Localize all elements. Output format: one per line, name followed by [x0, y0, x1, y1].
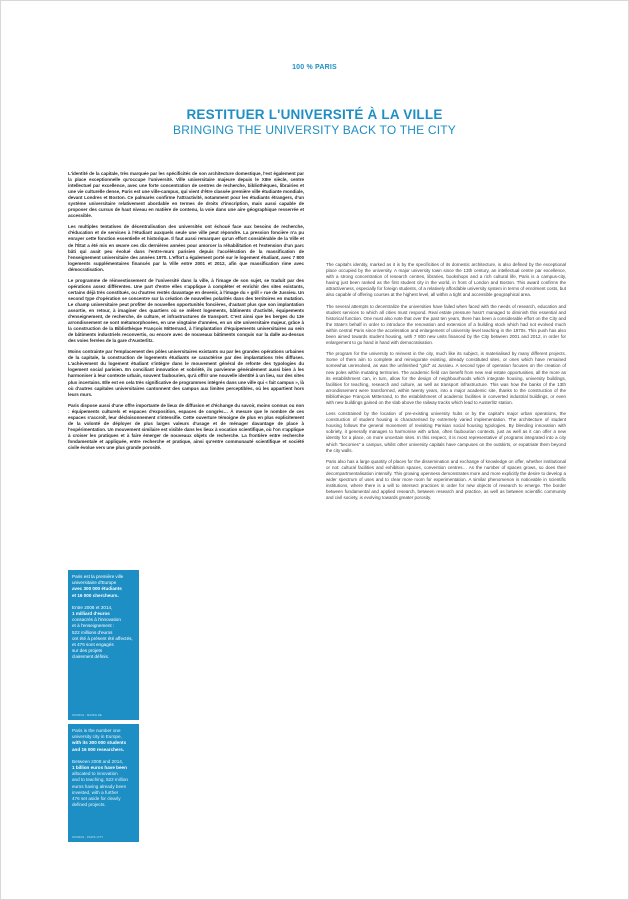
fact-line: et à l'enseignement : — [72, 623, 115, 629]
section-kicker: 100 % PARIS — [292, 64, 337, 71]
fact-highlight: and 16 000 researchers. — [72, 746, 125, 752]
fact-line: and to teaching, 522 million — [72, 777, 128, 783]
fact-line: et 476 sont engagés — [72, 642, 114, 648]
facts-box-french — [68, 570, 139, 720]
fact-line: 476 set aside for clearly — [72, 796, 121, 802]
fact-highlight: et 16 000 chercheurs. — [72, 592, 119, 598]
title-french: RESTITUER L'UNIVERSITÉ À LA VILLE — [186, 107, 443, 122]
french-paragraph: Le programme de réinvestissement de l'université dans la ville, à l'image de son sujet, se traduit par des opérations assez différentes. Une part d'entre elles s'applique à compléter et enrichir des sites existants, certains déjà très constitués, ou d'autres restés davantage en devenir, à l'image du « grill » rue de Jussieu. Un second type d'opération se concentre sur la création de nouvelles polarités dans des territoires en mutation. Le champ universitaire peut profiter de nouvelles opportunités foncières, d'autant plus que son implantation assortie, en retour, à imaginer des quartiers où se mêlent logements, bâtiments d'activité, équipements d'enseignement, de recherche, de culture, et infrastructures de transport. C'est ainsi que les berges du 13e arrondissement se sont métamorphosées, en une vingtaine d'années, en un site universitaire majeur, grâce à la construction de la Bibliothèque François Mitterrand, à l'implantation d'équipements universitaires au sein de bâtiments industriels reconvertis, ou encore avec de nouveaux bâtiments conquis sur la dalle au-dessus des voies ferrées de la gare d'Austerlitz. — [68, 277, 304, 344]
fact-highlight: 1 billion euros have been — [72, 765, 127, 771]
english-paragraph: The capital's identity, marked as it is by the specificities of its domestic architecture, is also defined by the exceptional place occupied by the university. A major university town since the 13th century, an intellectual centre par excellence, with a strong concentration of research centres, libraries, bookshops and a rich cultural life, Paris is a campus-city, having just been ranked as the first student city in the world, in front of London and Boston. This award confirms the attractiveness, especially for foreign students, of a relatively affordable university system in terms of enrolment costs, but also capable of offering courses at the highest level, all within a tight and accessible geographical area. — [326, 262, 566, 298]
fact-line: ont été à présent été affectés, — [72, 635, 133, 641]
french-paragraph: L'identité de la capitale, très marquée par les spécificités de son architecture domestique, l'est également par la place exceptionnelle qu'occupe l'université. Ville universitaire majeure depuis le XIIIe siècle, centre intellectuel par excellence, avec une forte concentration de centres de recherche, bibliothèques, librairies et une vie culturelle dense, Paris est une ville-campus, qui vient d'être classée première ville étudiante mondiale, devant Londres et Boston. Ce palmarès confirme l'attractivité, notamment pour les étudiants étrangers, d'un système universitaire relativement abordable en termes de droits d'inscription, mais aussi capable de proposer des cursus de haut niveau en matière de contenu, la voie dans une aire géographique resserrée et accessible. — [68, 171, 304, 219]
fact-line: Paris is the number one — [72, 728, 121, 733]
fact-line: euros having already been — [72, 783, 127, 789]
fact-line: sur des projets — [72, 648, 103, 654]
fact-line: clairement définis. — [72, 654, 110, 660]
fact-line: defined projects. — [72, 802, 106, 808]
fact-highlight: avec 300 000 étudiants — [72, 586, 122, 592]
english-text-column — [326, 262, 566, 506]
english-paragraph: The program for the university to reinvest in the city, much like its subject, is materialised by many different projects. Some of them aim to complete and reinvigorate existing, already constituted sites, or ones which have remained somewhat unresolved, as was the unfinished "grid" at Jussieu. A second type of operation focuses on the creation of new poles within mutating territories. The academic field can benefit from new real estate opportunities, all the more as its establishment can, in turn, allow for the design of neighbourhoods which integrate housing, university buildings, facilities for teaching, research and culture, as well as transport infrastructure. This was how the banks of the 13th arrondissement were transformed, within twenty years, into a major academic site, thanks to the construction of the Bibliothèque François Mitterrand, to the establishment of academic facilities in converted industrial buildings, or even with new buildings gained on the slab above the railway tracks which lead to Austerlitz station. — [326, 351, 566, 405]
fact-line: invested, with a further — [72, 789, 119, 795]
fact-line: university city in Europe, — [72, 734, 122, 740]
fact-highlight: 1 milliard d'euros — [72, 611, 110, 617]
french-paragraph: Moins contrainte par l'emplacement des pôles universitaires existants ou par les grandes opérations urbaines de la capitale, la construction de logements étudiants se caractérise par des implantations très diffuses. L'achèvement du logement étudiant s'intègre dans le mouvement général de refonte des typologies du logement social parisien. En conciliant innovation et sobriété, ils parvienne généralement aussi bien à les harmoniser à leur contexte urbain, souvent faubourien, qu'à offrir une nouvelle identité à un lieu, sur des sites plus incertains. Elle est en cela très significative de programmes intégrés dans une ville qui « fait campus », là où d'autres capitales universitaires cantonnent des campus aux limites perceptibles, où les appartient hors leurs murs. — [68, 349, 304, 397]
fact-line: universitaire d'Europe — [72, 580, 117, 586]
source-note: SOURCE : MAIRIE DE — [72, 714, 103, 717]
fact-highlight: with its 300 000 students — [72, 740, 127, 746]
facts-box-english — [68, 724, 139, 842]
english-paragraph: The several attempts to decentralize the universities have failed when faced with the needs of research, education and student services to which all cities must respond. Real estate pressure hasn't managed to diminish this essential and historical function. One must also note that over the past ten years, there has been a considerable effort on the City and the State's behalf in order to introduce the renovation and extension of a building stock which had not evolved much within central Paris since the acceleration and enlargement of university level teaching in the 1970s. This push has also been aimed towards student housing, with 7 800 new units financed by the City between 2001 and 2012, in order for enlargement to go hand in hand with democratisation. — [326, 303, 566, 346]
fact-line: consacrés à l'innovation — [72, 617, 121, 623]
french-paragraph: Paris dispose aussi d'une offre importante de lieux de diffusion et d'échange du savoir, moins connus ou non : équipements culturels et espaces d'exposition, espaces de congrès… À mesure que le nombre de ces espaces s'accroît, leur décloisonnement s'intensifie. Cette ouverture témoigne de plus en plus explicitement de la volonté de déployer de plus larges valeurs d'usage et de ménager davantage de place à l'expérimentation. Un mouvement similaire est visible dans les lieux à vocation scientifique, où l'on s'applique à croiser les pratiques et à faire émerger de nouveaux objets de recherche. La frontière entre recherche fondamentale et appliquée, entre recherche et pratique, ainsi qu'entre communauté scientifique et société civile évolue vers une plus grande porosité. — [68, 402, 304, 450]
source-note: SOURCE : PARIS CITY — [72, 836, 104, 839]
fact-line: Between 2008 and 2014, — [72, 758, 124, 764]
french-text-column — [68, 171, 304, 456]
fact-line: Entre 2008 et 2014, — [72, 604, 113, 610]
french-paragraph: Les multiples tentatives de décentralisation des universités ont échoué face aux besoins de recherche, d'éducation et de services à l'étudiant auxquels seule une ville peut répondre. La pression foncière n'a pu enrayer cette fonction essentielle et historique. Il faut aussi remarquer qu'un effort considérable de la Ville et de l'État a été mis en œuvre ces dix dernières années pour amorcer la réhabilitation et l'extension d'un parc bâti qui avait peu évolué dans l'entre-murs parisien depuis l'accélération de la massification de l'enseignement universitaire des années 1970. L'effort a également porté sur le logement étudiant, avec 7 800 logements supplémentaires financés par la Ville entre 2001 et 2012, afin que massification rime avec démocratisation. — [68, 224, 304, 272]
fact-line: Paris est la première ville — [72, 574, 124, 579]
fact-line: 522 millions d'euros — [72, 629, 113, 635]
english-paragraph: Paris also has a large quantity of places for the dissemination and exchange of knowledge on offer, whether institutional or not: cultural facilities and exhibition spaces, convention centres… As the number of spaces grows, so does their decompartmentalisation intensify. This growing openness demonstrates more and more explicitly the desire to develop a wider spectrum of uses and to clear more room for experimentation. A similar phenomenon is noticeable in scientific institutions, where there is a will to intersect practices in order for new objects of research to emerge. The border between fundamental and applied research, between research and practice, as well as between scientific community and civil society, is evolving towards greater porosity. — [326, 458, 566, 501]
english-paragraph: Less constrained by the location of pre-existing university hubs or by the capital's major urban operations, the construction of student housing is characterised by extremely varied implementation. The architecture of student housing follows the general movement of revisiting Parisian social housing typologies. By blending innovation with sobriety, it generally manages to harmonise with urban, often faubourian contexts, just as well as it can offer a new identity for a place, on more uncertain sites. In this respect, it is most representative of programs integrated into a city which "becomes" a campus, whilst other university capitals have campuses on the outskirts, or expatriate them beyond the city walls. — [326, 411, 566, 453]
fact-line: allocated to innovation — [72, 771, 118, 777]
title-english: BRINGING THE UNIVERSITY BACK TO THE CITY — [173, 123, 456, 137]
